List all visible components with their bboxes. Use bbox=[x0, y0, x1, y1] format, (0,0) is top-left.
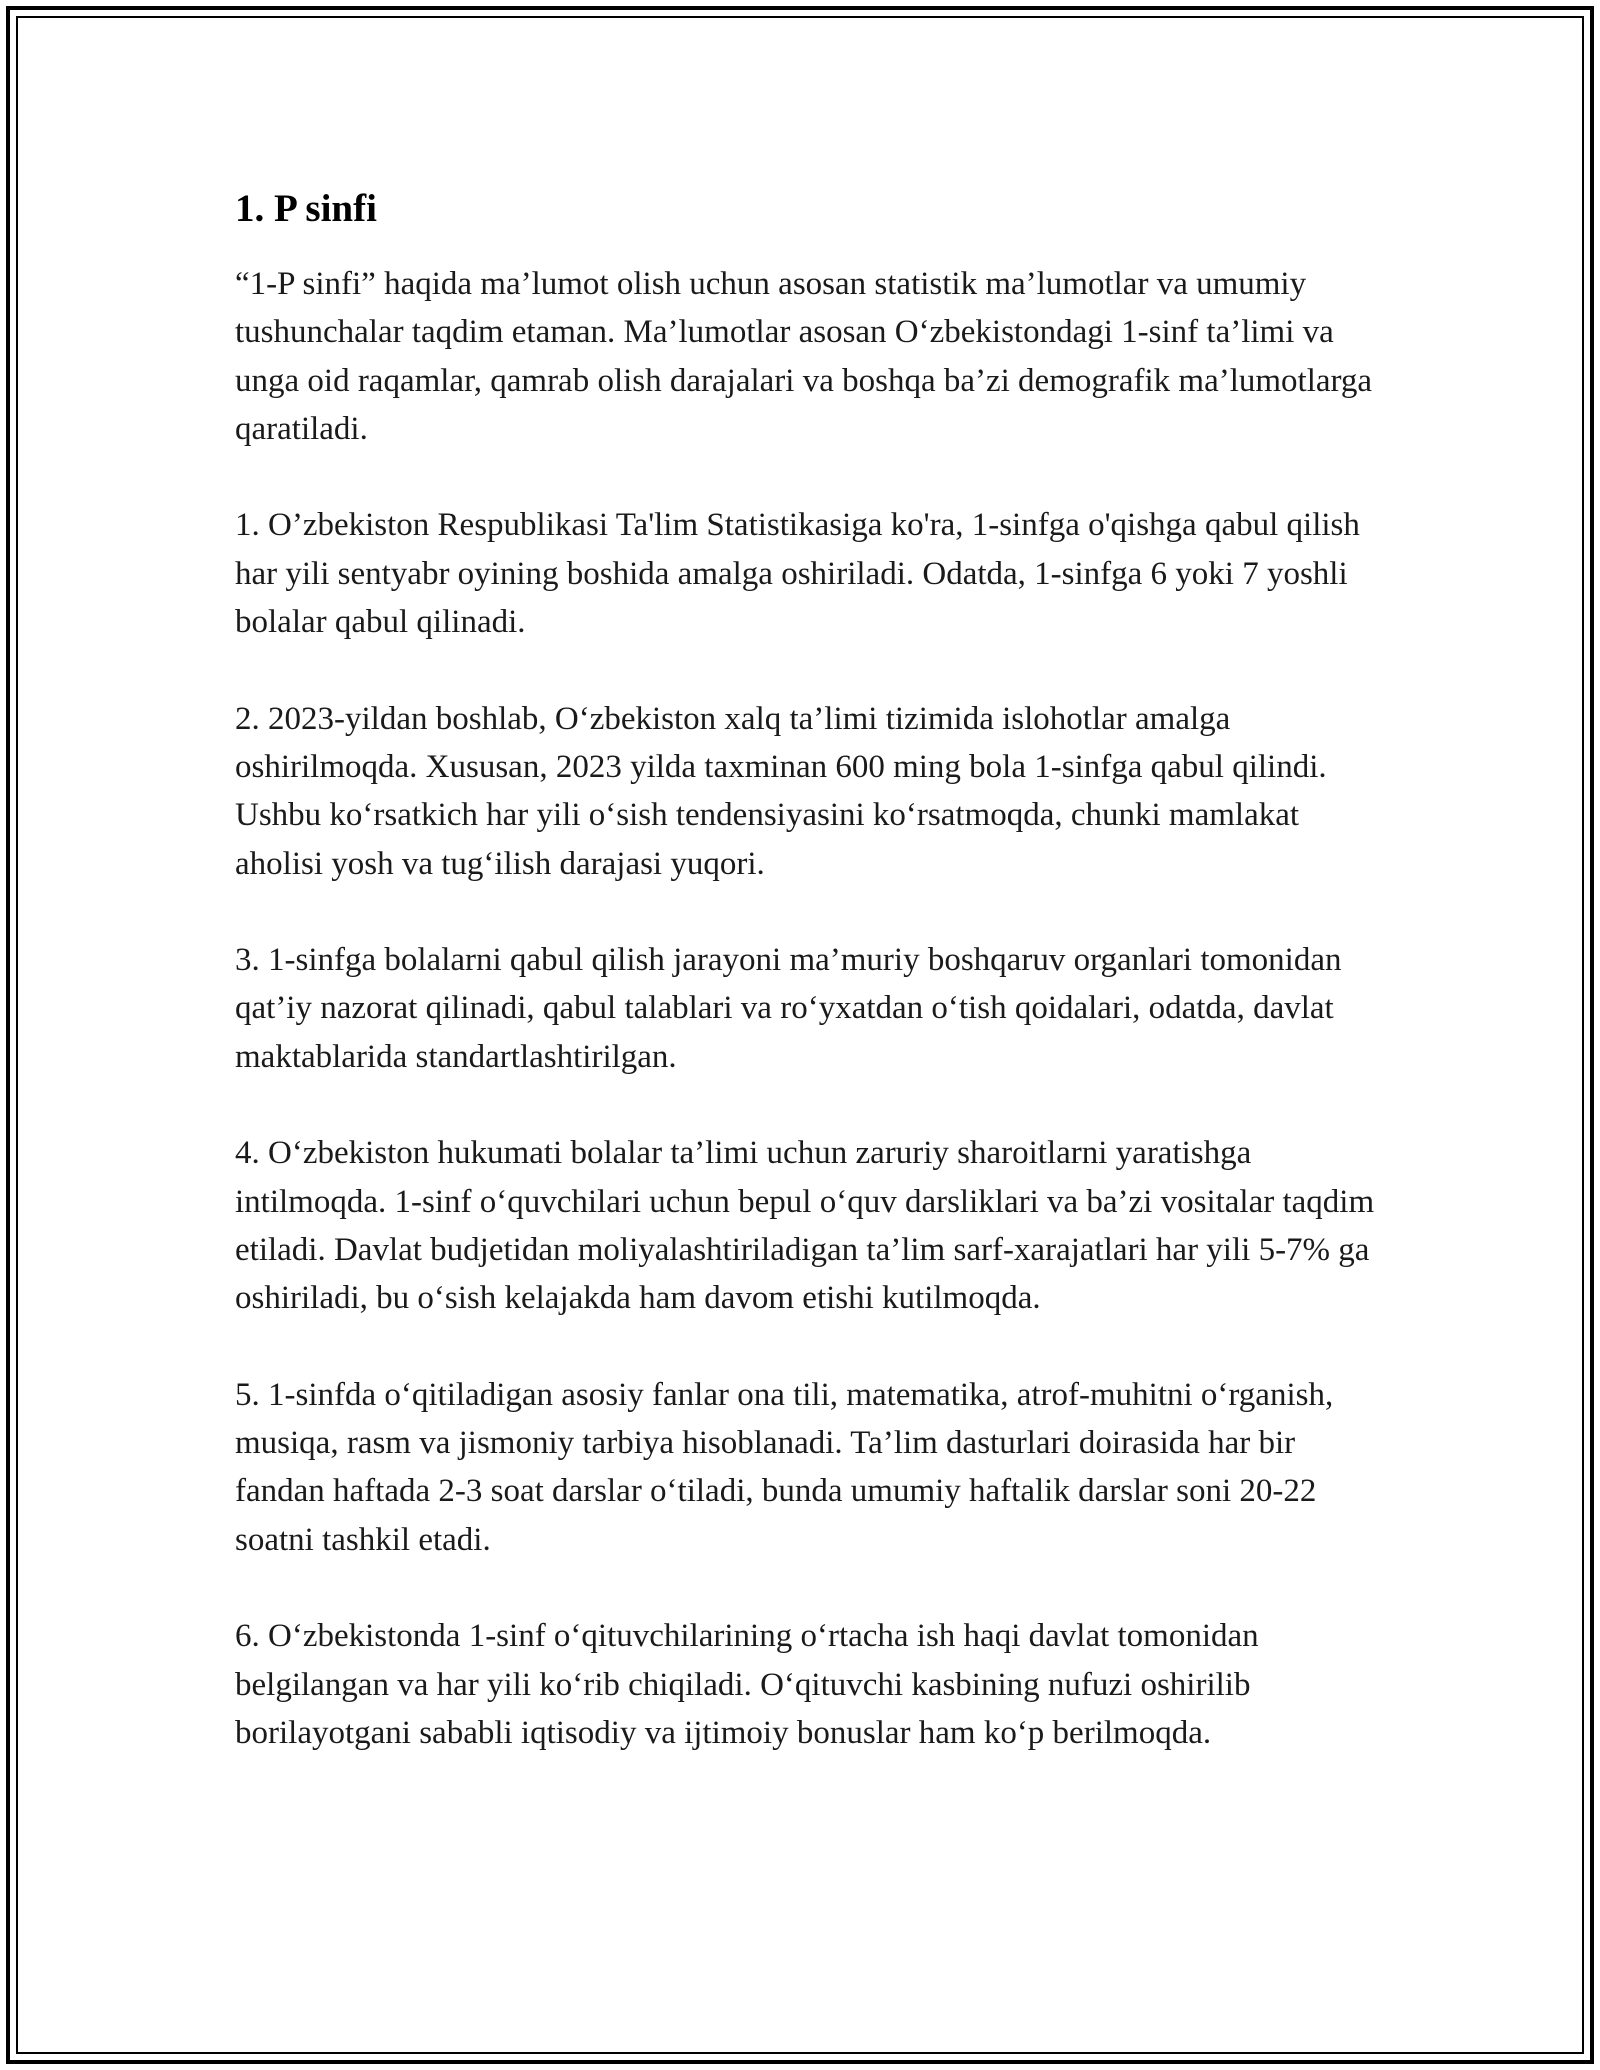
document-title: 1. P sinfi bbox=[235, 187, 377, 230]
intro-paragraph: “1-P sinfi” haqida ma’lumot olish uchun asosan statistik ma’lumotlar va umumiy tushunchalar taqdim etaman. Ma’lumotlar asosan O‘zbekistondagi 1-sinf ta’limi va unga oid raqamlar, qamrab olish darajalari va boshqa ba’zi demografik ma’lumotlarga qaratiladi. bbox=[235, 266, 1373, 447]
paragraph-1: 1. O’zbekiston Respublikasi Ta'lim Statistikasiga ko'ra, 1-sinfga o'qishga qabul qilish har yili sentyabr oyining boshida amalga oshiriladi. Odatda, 1-sinfga 6 yoki 7 yoshli bolalar qabul qilinadi. bbox=[235, 507, 1360, 641]
paragraph-5: 5. 1-sinfda o‘qitiladigan asosiy fanlar ona tili, matematika, atrof-muhitni o‘rganish, musiqa, rasm va jismoniy tarbiya hisoblanadi. Ta’lim dasturlari doirasida har bir fandan haftada 2-3 soat darslar o‘tiladi, bunda umumiy haftalik darslar soni 20-22 soatni tashkil etadi. bbox=[235, 1376, 1334, 1558]
document-body bbox=[235, 185, 1375, 1806]
paragraph-2: 2. 2023-yildan boshlab, O‘zbekiston xalq ta’limi tizimida islohotlar amalga oshirilmoqda. Xususan, 2023 yilda taxminan 600 ming bola 1-sinfga qabul qilindi. Ushbu ko‘rsatkich har yili o‘sish tendensiyasini ko‘rsatmoqda, chunki mamlakat aholisi yosh va tug‘ilish darajasi yuqori. bbox=[235, 700, 1327, 882]
paragraph-3: 3. 1-sinfga bolalarni qabul qilish jarayoni ma’muriy boshqaruv organlari tomonidan qat’iy nazorat qilinadi, qabul talablari va ro‘yxatdan o‘tish qoidalari, odatda, davlat maktablarida standartlashtirilgan. bbox=[235, 942, 1342, 1075]
paragraph-4: 4. O‘zbekiston hukumati bolalar ta’limi uchun zaruriy sharoitlarni yaratishga intilmoqda. 1-sinf o‘quvchilari uchun bepul o‘quv darsliklari va ba’zi vositalar taqdim etiladi. Davlat budjetidan moliyalashtiriladigan ta’lim sarf-xarajatlari har yili 5-7% ga oshiriladi, bu o‘sish kelajakda ham davom etishi kutilmoqda. bbox=[235, 1135, 1375, 1317]
paragraph-6: 6. O‘zbekistonda 1-sinf o‘qituvchilarining o‘rtacha ish haqi davlat tomonidan belgilangan va har yili ko‘rib chiqiladi. O‘qituvchi kasbining nufuzi oshirilib borilayotgani sababli iqtisodiy va ijtimoiy bonuslar ham ko‘p berilmoqda. bbox=[235, 1618, 1259, 1751]
